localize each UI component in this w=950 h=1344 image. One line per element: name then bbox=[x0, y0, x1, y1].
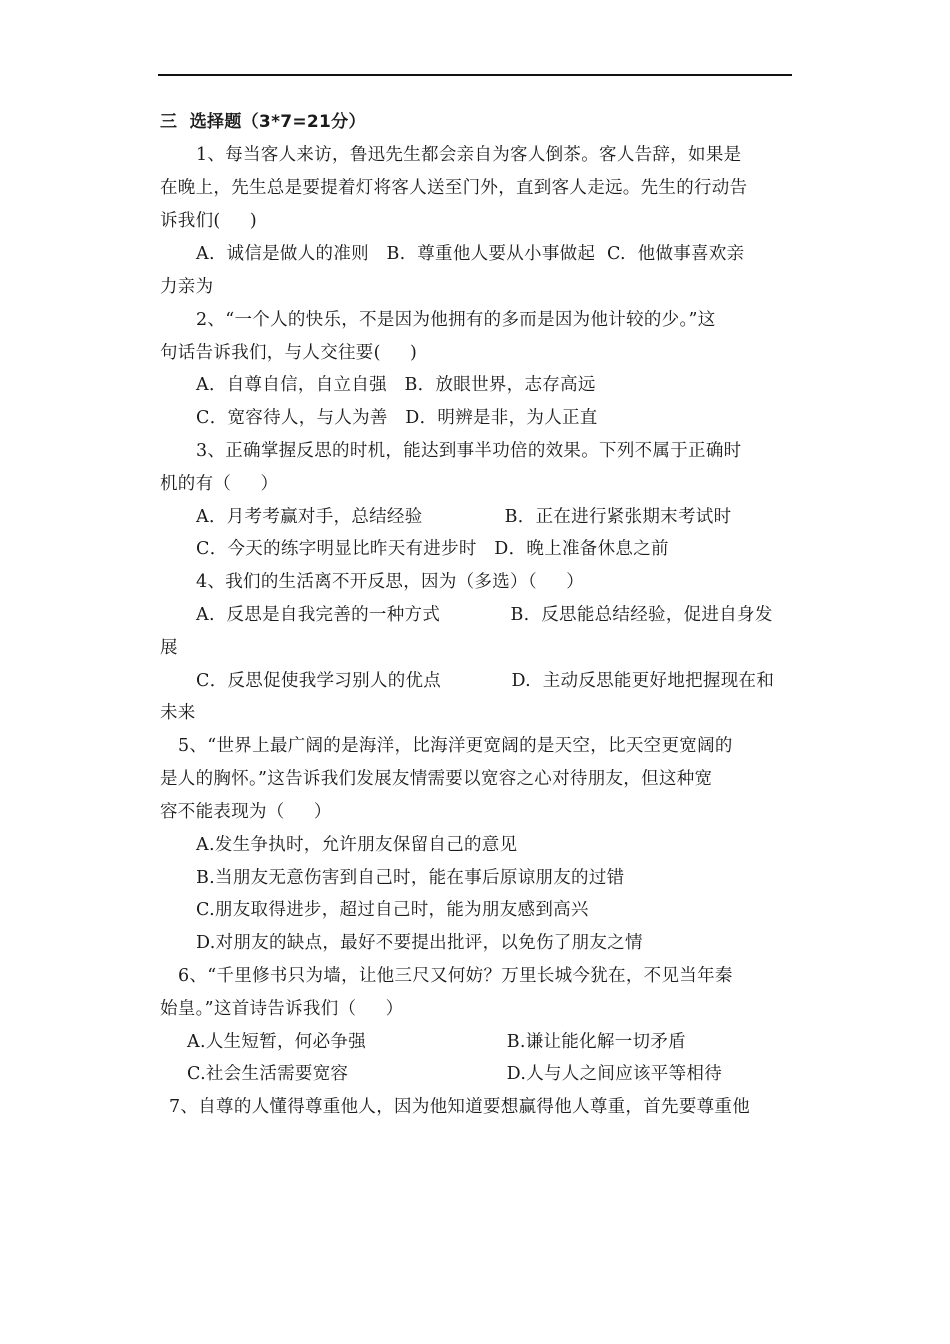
q5-option-b: B.当朋友无意伤害到自己时，能在事后原谅朋友的过错 bbox=[196, 868, 625, 888]
q6-line-2: 始皇。”这首诗告诉我们（ ） bbox=[160, 999, 404, 1019]
q4-options-ab-2: 展 bbox=[160, 638, 178, 658]
q4-options-ab-1: A. 反思是自我完善的一种方式 B. 反思能总结经验，促进自身发 bbox=[196, 605, 773, 625]
q6-line-1: 6、“千里修书只为墙，让他三尺又何妨？万里长城今犹在，不见当年秦 bbox=[178, 966, 733, 986]
q1-line-1: 1、每当客人来访，鲁迅先生都会亲自为客人倒茶。客人告辞，如果是 bbox=[196, 145, 742, 165]
q5-line-1: 5、“世界上最广阔的是海洋，比海洋更宽阔的是天空，比天空更宽阔的 bbox=[178, 736, 733, 756]
q4-options-cd-2: 未来 bbox=[160, 703, 196, 723]
q4-line-1: 4、我们的生活离不开反思，因为（多选）（ ） bbox=[196, 572, 584, 592]
q1-options-line-2: 力亲为 bbox=[160, 277, 214, 297]
q3-line-2: 机的有（ ） bbox=[160, 474, 279, 494]
q1-options-line-1: A. 诚信是做人的准则 B. 尊重他人要从小事做起 C. 他做事喜欢亲 bbox=[196, 244, 745, 264]
q2-line-2: 句话告诉我们，与人交往要( ) bbox=[160, 343, 418, 363]
q6-options-ab: A.人生短暂，何必争强 B.谦让能化解一切矛盾 bbox=[187, 1032, 686, 1052]
q7-line-1: 7、自尊的人懂得尊重他人，因为他知道要想赢得他人尊重，首先要尊重他 bbox=[169, 1097, 751, 1117]
q5-line-2: 是人的胸怀。”这告诉我们发展友情需要以宽容之心对待朋友，但这种宽 bbox=[160, 769, 713, 789]
q4-options-cd-1: C．反思促使我学习别人的优点 D. 主动反思能更好地把握现在和 bbox=[196, 671, 775, 691]
section-heading: 三 选择题（3*7=21分） bbox=[160, 112, 366, 132]
q3-options-cd: C．今天的练字明显比昨天有进步时 D．晚上准备休息之前 bbox=[196, 539, 669, 559]
q3-options-ab: A．月考考赢对手，总结经验 B．正在进行紧张期末考试时 bbox=[196, 507, 732, 527]
header-rule bbox=[158, 74, 792, 76]
q1-line-2: 在晚上，先生总是要提着灯将客人送至门外，直到客人走远。先生的行动告 bbox=[160, 178, 748, 198]
q6-options-cd: C.社会生活需要宽容 D.人与人之间应该平等相待 bbox=[187, 1064, 722, 1084]
q5-option-a: A.发生争执时，允许朋友保留自己的意见 bbox=[196, 835, 518, 855]
q2-options-cd: C．宽容待人，与人为善 D．明辨是非，为人正直 bbox=[196, 408, 598, 428]
q1-line-3: 诉我们( ) bbox=[160, 211, 257, 231]
q5-line-3: 容不能表现为（ ） bbox=[160, 802, 332, 822]
q5-option-c: C.朋友取得进步，超过自己时，能为朋友感到高兴 bbox=[196, 900, 589, 920]
q2-options-ab: A．自尊自信，自立自强 B．放眼世界，志存高远 bbox=[196, 375, 596, 395]
q5-option-d: D.对朋友的缺点，最好不要提出批评，以免伤了朋友之情 bbox=[196, 933, 643, 953]
q2-line-1: 2、“一个人的快乐，不是因为他拥有的多而是因为他计较的少。”这 bbox=[196, 310, 716, 330]
q3-line-1: 3、正确掌握反思的时机，能达到事半功倍的效果。下列不属于正确时 bbox=[196, 441, 742, 461]
